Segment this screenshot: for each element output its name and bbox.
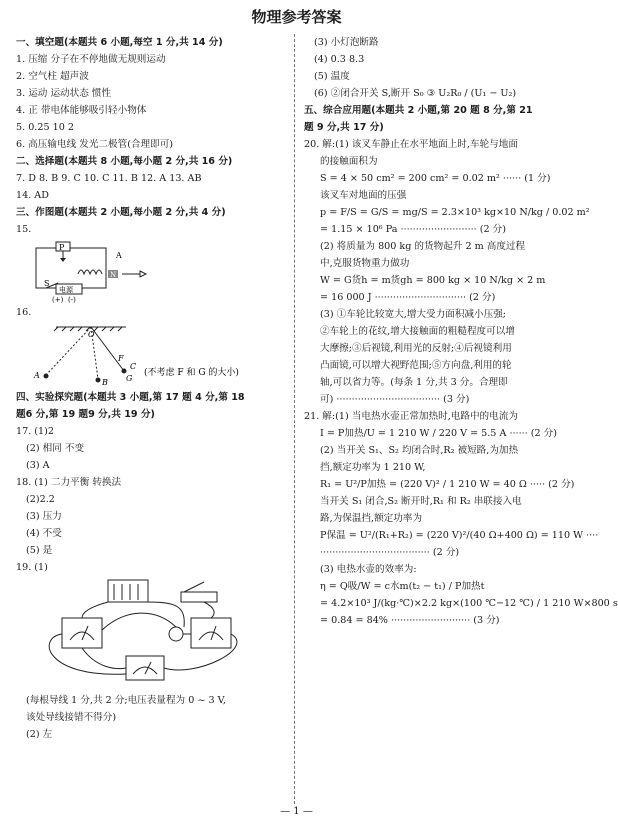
label-g-force: G bbox=[126, 374, 133, 383]
text-line: (2)2.2 bbox=[26, 494, 55, 505]
text-line: 二、选择题(本题共 8 小题,每小题 2 分,共 16 分) bbox=[16, 156, 233, 167]
text-line: = 1.15 × 10⁶ Pa ························· (2 分) bbox=[320, 224, 507, 235]
text-line: 大摩擦;③后视镜,利用光的反射;④后视镜利用 bbox=[320, 343, 512, 354]
text-line: 凸面镜,可以增大视野范围;⑤方向盘,利用的轮 bbox=[320, 360, 512, 371]
figure-15-circuit-diagram bbox=[16, 240, 166, 302]
text-line: (3) 电热水壶的效率为: bbox=[320, 564, 417, 575]
label-a-ball: A bbox=[34, 371, 40, 380]
text-line: 路,为保温挡,额定功率为 bbox=[320, 513, 423, 524]
question-19-notes bbox=[16, 692, 286, 743]
text-line: 20. 解:(1) 该叉车静止在水平地面上时,车轮与地面 bbox=[304, 139, 518, 150]
label-minus: (-) bbox=[68, 296, 76, 304]
label-plus: (+) bbox=[52, 296, 64, 304]
figure-15-number: 15. bbox=[16, 224, 32, 235]
right-column bbox=[304, 34, 618, 629]
figure-16-number: 16. bbox=[16, 307, 32, 318]
label-n: N bbox=[110, 271, 117, 279]
label-f-force: F bbox=[118, 354, 124, 363]
figure-16-pendulum-diagram bbox=[16, 323, 276, 387]
text-line: 中,克服货物重力做功 bbox=[320, 258, 410, 269]
label-s: S bbox=[44, 279, 50, 288]
label-c-ball: C bbox=[130, 362, 137, 371]
text-line: R₁ = U²/P加热 = (220 V)² / 1 210 W = 40 Ω ····· (2 分) bbox=[320, 479, 575, 490]
page-title: 物理参考答案 bbox=[251, 8, 342, 26]
text-line: 5. 0.25 10 2 bbox=[16, 122, 74, 133]
page-number: — 1 — bbox=[280, 806, 313, 817]
text-line: 题6 分,第 19 题9 分,共 19 分) bbox=[16, 409, 155, 420]
text-line: (3) A bbox=[26, 460, 50, 471]
text-line: (3) 小灯泡断路 bbox=[314, 37, 379, 48]
text-line: (2) 当开关 S₁、S₂ 均闭合时,R₂ 被短路,为加热 bbox=[320, 445, 519, 456]
label-a: A bbox=[116, 251, 122, 260]
text-line: 1. 压缩 分子在不停地做无规则运动 bbox=[16, 54, 166, 65]
label-power-supply: 电源 bbox=[59, 286, 73, 294]
text-line: (2) 左 bbox=[26, 729, 53, 740]
figure-16 bbox=[16, 304, 286, 387]
text-line: 三、作图题(本题共 2 小题,每小题 2 分,共 4 分) bbox=[16, 207, 226, 218]
text-line: = 4.2×10³ J/(kg·℃)×2.2 kg×(100 ℃−12 ℃) / 1 210 W×800 s bbox=[320, 598, 618, 609]
text-line: (4) 不受 bbox=[26, 528, 62, 539]
text-line: 挡,额定功率为 1 210 W, bbox=[320, 462, 426, 473]
text-line: 6. 高压输电线 发光二极管(合理即可) bbox=[16, 139, 174, 150]
text-line: ···································· (2 分) bbox=[320, 547, 460, 558]
text-line: 该叉车对地面的压强 bbox=[320, 190, 407, 201]
text-line: (每根导线 1 分,共 2 分;电压表量程为 0 ~ 3 V, bbox=[26, 695, 226, 706]
text-line: (2) 将质量为 800 kg 的货物起升 2 m 高度过程 bbox=[320, 241, 526, 252]
text-line: 五、综合应用题(本题共 2 小题,第 20 题 8 分,第 21 bbox=[304, 105, 533, 116]
text-line: 当开关 S₁ 闭合,S₂ 断开时,R₁ 和 R₂ 串联接入电 bbox=[320, 496, 522, 507]
text-line: = 16 000 J ······························ (2 分) bbox=[320, 292, 496, 303]
text-line: 可) ·································· (3 分) bbox=[320, 394, 470, 405]
text-line: η = Q吸/W = c水m(t₂ − t₁) / P加热t bbox=[320, 581, 485, 592]
text-line: 7. D 8. B 9. C 10. C 11. B 12. A 13. AB bbox=[16, 173, 202, 184]
text-line: 该处导线接错不得分) bbox=[26, 712, 117, 723]
text-line: (2) 相同 不变 bbox=[26, 443, 85, 454]
text-line: 21. 解:(1) 当电热水壶正常加热时,电路中的电流为 bbox=[304, 411, 518, 422]
text-line: 3. 运动 运动状态 惯性 bbox=[16, 88, 112, 99]
left-column bbox=[16, 34, 286, 743]
text-line: 4. 正 带电体能够吸引轻小物体 bbox=[16, 105, 147, 116]
label-o: O bbox=[88, 330, 95, 339]
text-line: 18. (1) 二力平衡 转换法 bbox=[16, 477, 122, 488]
text-line: 四、实验探究题(本题共 3 小题,第 17 题 4 分,第 18 bbox=[16, 392, 245, 403]
text-line: 题 9 分,共 17 分) bbox=[304, 122, 384, 133]
text-line: (3) 压力 bbox=[26, 511, 62, 522]
text-line: = 0.84 = 84% ·························· (3 分) bbox=[320, 615, 500, 626]
section-1-3 bbox=[16, 34, 286, 221]
text-line: 17. (1)2 bbox=[16, 426, 55, 437]
text-line: (3) ①车轮比较宽大,增大受力面积减小压强; bbox=[320, 309, 507, 320]
section-4 bbox=[16, 389, 286, 576]
text-line: ②车轮上的花纹,增大接触面的粗糙程度可以增 bbox=[320, 326, 515, 337]
text-line: I = P加热/U = 1 210 W / 220 V = 5.5 A ······ (2 分) bbox=[320, 428, 558, 439]
text-line: 19. (1) bbox=[16, 562, 48, 573]
right-column-content bbox=[304, 34, 618, 629]
text-line: P保温 = U²/(R₁+R₂) = (220 V)²/(40 Ω+400 Ω) = 110 W ···· bbox=[320, 530, 599, 541]
text-line: (5) 温度 bbox=[314, 71, 350, 82]
text-line: (4) 0.3 8.3 bbox=[314, 54, 365, 65]
text-line: (5) 是 bbox=[26, 545, 53, 556]
column-divider bbox=[294, 34, 295, 804]
text-line: S = 4 × 50 cm² = 200 cm² = 0.02 m² ······ (1 分) bbox=[320, 173, 551, 184]
figure-16-note: (不考虑 F 和 G 的大小) bbox=[144, 368, 239, 378]
figure-15 bbox=[16, 221, 286, 302]
label-b-ball: B bbox=[102, 378, 108, 387]
text-line: 的接触面积为 bbox=[320, 156, 378, 167]
text-line: (6) ②闭合开关 S,断开 S₀ ③ U₂R₀ / (U₁ − U₂) bbox=[314, 88, 517, 99]
text-line: W = G货h = m货gh = 800 kg × 10 N/kg × 2 m bbox=[320, 275, 546, 286]
figure-19-circuit-diagram bbox=[16, 578, 276, 690]
text-line: 一、填空题(本题共 6 小题,每空 1 分,共 14 分) bbox=[16, 37, 223, 48]
text-line: 轴,可以省力等。(每条 1 分,共 3 分。合理即 bbox=[320, 377, 508, 388]
text-line: 14. AD bbox=[16, 190, 49, 201]
text-line: 2. 空气柱 超声波 bbox=[16, 71, 89, 82]
label-p: P bbox=[59, 243, 65, 252]
text-line: p = F/S = G/S = mg/S = 2.3×10³ kg×10 N/kg / 0.02 m² bbox=[320, 207, 590, 218]
